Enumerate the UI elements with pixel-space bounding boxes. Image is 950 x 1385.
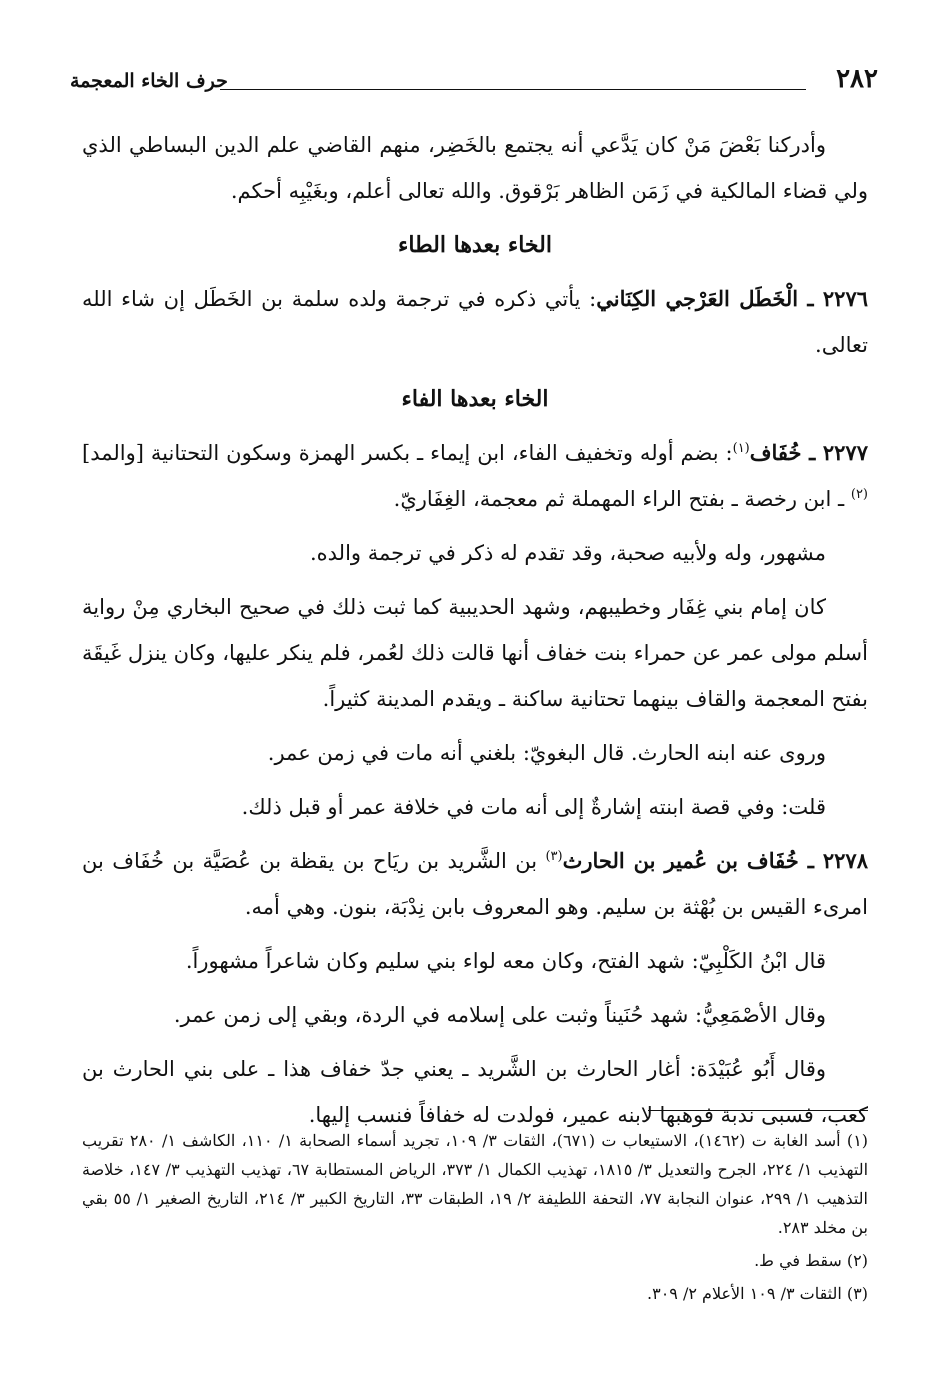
paragraph-4: وروى عنه ابنه الحارث. قال البغويّ: بلغني أنه مات في زمن عمر. [267, 741, 826, 765]
running-title: حرف الخاء المعجمة [70, 70, 228, 92]
entry-2278-text: بن الشَّريد بن ريَاح بن يقظة بن عُصَيَّة بن خُفَاف بن امرىء القيس بن بُهْثة بن سليم. وهو المعروف بابن نِدْبَة، بنون. وهي أمه. [82, 849, 868, 919]
footnote-ref-2: (٢) [850, 487, 868, 502]
footnote-2: (٢) سقط في ط. [754, 1251, 868, 1270]
paragraph-2: مشهور، وله ولأبيه صحبة، وقد تقدم له ذكر في ترجمة والده. [309, 541, 826, 565]
section-heading-fa: الخاء بعدها الفاء [401, 386, 549, 412]
section-heading-ta: الخاء بعدها الطاء [398, 232, 552, 258]
footnotes [82, 1126, 868, 1312]
entry-2277-text-a: : بضم أوله وتخفيف الفاء، ابن إيماء ـ بكسر الهمزة وسكون التحتانية [والمد] [82, 441, 733, 465]
paragraph-5: قلت: وفي قصة ابنته إشارةٌ إلى أنه مات في خلافة عمر أو قبل ذلك. [241, 795, 826, 819]
footnote-ref-3: (٣) [545, 849, 563, 864]
intro-paragraph: وأدركنا بَعْضَ مَنْ كان يَدَّعي أنه يجتمع بالخَضِر، منهم القاضي علم الدين البساطي الذي ولي قضاء المالكية في زَمَن الظاهر بَرْقوق. والله تعالى أعلم، وبغَيْبِه أحكم. [82, 133, 868, 203]
footnote-1: (١) أسد الغابة ت (١٤٦٢)، الاستيعاب ت (٦٧١)، الثقات ٣/ ١٠٩، تجريد أسماء الصحابة ١/ ١١٠، الكاشف ١/ ٢٨٠ تقريب التهذيب ١/ ٢٢٤، الجرح والتعديل ٣/ ١٨١٥، تهذيب الكمال ١/ ٣٧٣، الرياض المستطابة ٦٧، تهذيب التهذيب ٣/ ١٤٧، خلاصة التذهيب ١/ ٢٩٩، عنوان النجابة ٧٧، التحفة اللطيفة ٢/ ١٩، الطبقات ٣٣، التاريخ الكبير ٣/ ٢١٤، التاريخ الصغير ١/ ٥٥ بقي بن مخلد ٢٨٣. [82, 1131, 869, 1237]
page-header [70, 64, 878, 104]
entry-2276-head: ٢٢٧٦ ـ الْخَطَل العَرْجي الكِنَاني [596, 286, 869, 311]
entry-2277 [82, 430, 868, 522]
paragraph-8: وقال أَبُو عُبَيْدَة: أغار الحارث بن الشَّريد ـ يعني جدّ خفاف هذا ـ على بني الحارث بن كعب، فسبى ندبة فوهبها لابنه عمير، فولدت له خفافاً فنسب إليها. [82, 1057, 868, 1127]
entry-2277-text-b: ـ ابن رخصة ـ بفتح الراء المهملة ثم معجمة، الغِفَاريّ. [393, 487, 851, 511]
footnote-3: (٣) الثقات ٣/ ١٠٩ الأعلام ٢/ ٣٠٩. [647, 1284, 868, 1303]
page-body [82, 122, 868, 1146]
entry-2276-text: : يأتي ذكره في ترجمة ولده سلمة بن الخَطَل إن شاء الله تعالى. [82, 287, 868, 357]
page-number: ٢٨٢ [836, 64, 878, 94]
paragraph-6: قال ابْنُ الكَلْبِيّ: شهد الفتح، وكان معه لواء بني سليم وكان شاعراً مشهوراً. [185, 949, 826, 973]
entry-2278 [82, 838, 868, 930]
entry-2278-head: ٢٢٧٨ ـ خُفَاف بن عُمير بن الحارث [562, 848, 868, 873]
header-rule [220, 89, 806, 90]
entry-2277-head: ٢٢٧٧ ـ خُفَاف [749, 440, 868, 465]
footnote-separator [648, 1110, 868, 1111]
footnote-ref-1: (١) [732, 441, 750, 456]
paragraph-3: كان إمام بني غِفَار وخطيبهم، وشهد الحديبية كما ثبت ذلك في صحيح البخاري مِنْ رواية أسلم مولى عمر عن حمراء بنت خفاف أنها قالت ذلك لعُمر، فلم ينكر عليها، وكان ينزل غَيقَة بفتح المعجمة والقاف بينهما تحتانية ساكنة ـ ويقدم المدينة كثيراً. [82, 595, 868, 711]
entry-2276 [82, 276, 868, 368]
paragraph-7: وقال الأصْمَعِيُّ: شهد حُنَيناً وثبت على إسلامه في الردة، وبقي إلى زمن عمر. [173, 1003, 826, 1027]
